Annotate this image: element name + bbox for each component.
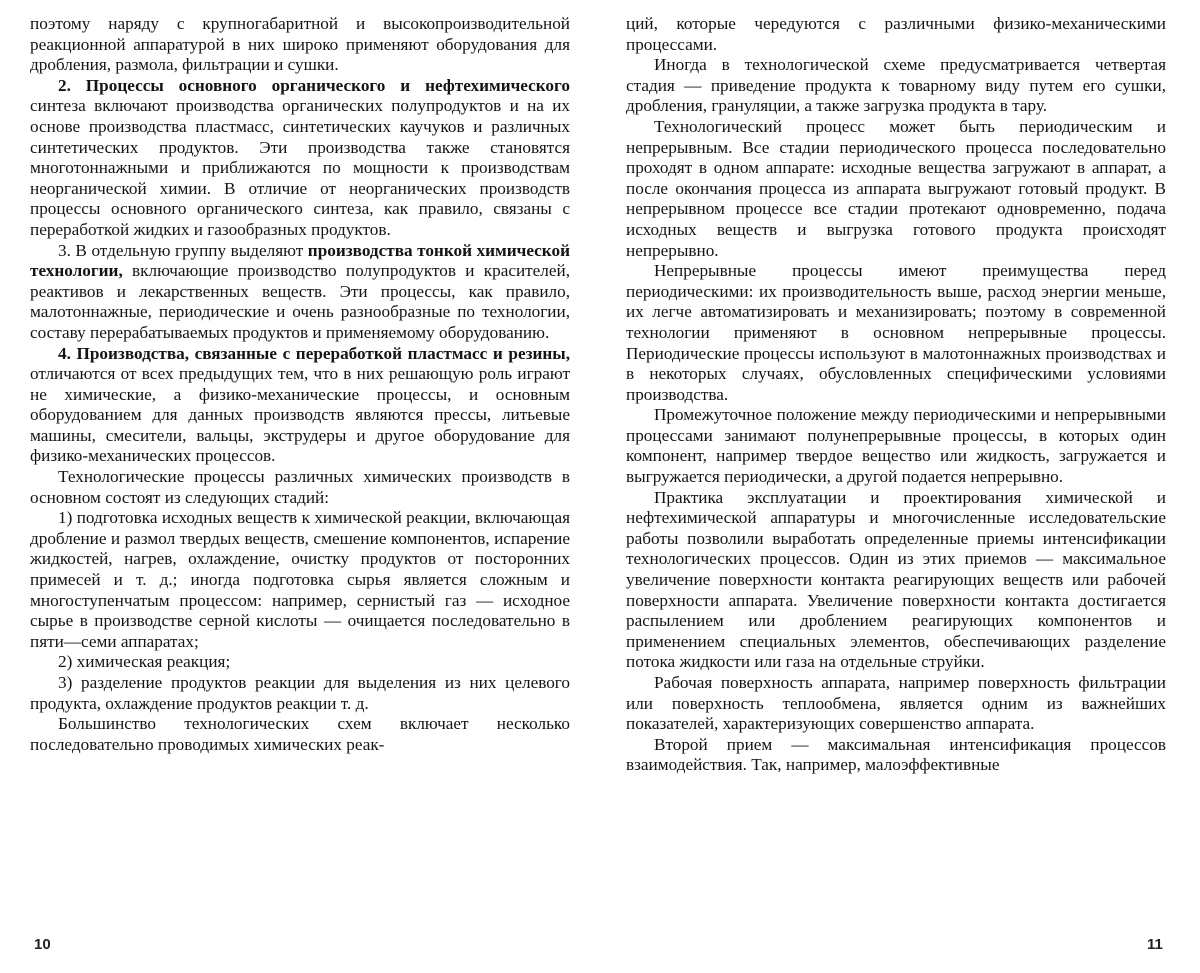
left-paragraph-4 bbox=[30, 344, 570, 468]
text-run: поэтому наряду с крупногабаритной и высокопроизводительной реакционной аппаратурой в них широко применяют оборудования для дробления, размола, фильтрации и сушки. bbox=[30, 14, 570, 75]
text-run: 3. В отдельную группу выделяют bbox=[58, 240, 308, 260]
left-paragraph-2 bbox=[30, 76, 570, 241]
right-paragraph-6 bbox=[626, 488, 1166, 673]
left-paragraph-1 bbox=[30, 14, 570, 76]
text-run: ций, которые чередуются с различными физико-механическими процессами. bbox=[626, 14, 1166, 54]
text-run-bold: 2. Процессы основного органического и нефтехимического bbox=[58, 75, 570, 95]
text-run: Промежуточное положение между периодическими и непрерывными процессами занимают полунепрерывные процессы, в которых один компонент, например твердое вещество или жидкость, загружается и выгружается периодически, а другой подается непрерывно. bbox=[626, 405, 1166, 487]
text-run: Большинство технологических схем включает несколько последовательно проводимых химических реак- bbox=[30, 714, 570, 754]
text-run: Практика эксплуатации и проектирования химической и нефтехимической аппаратуры и многочисленные исследовательские работы позволили выработать определенные приемы интенсификации технологических процессов. Один из этих приемов — максимальное увеличение поверхности контакта реагирующих веществ или рабочей поверхности аппарата. Увеличение поверхности контакта достигается распылением или дроблением реагирующих компонентов и применением специальных элементов, обеспечивающих разделение потока жидкости или газа на отдельные струйки. bbox=[626, 487, 1166, 672]
left-list-item-1 bbox=[30, 508, 570, 652]
text-run: Второй прием — максимальная интенсификация процессов взаимодействия. Так, например, малоэффективные bbox=[626, 734, 1166, 775]
right-paragraph-8 bbox=[626, 735, 1166, 776]
text-run-bold: 4. Производства, связанные с переработкой пластмасс и резины, bbox=[58, 343, 570, 363]
page-number-left: 10 bbox=[34, 936, 51, 953]
text-run: Рабочая поверхность аппарата, например поверхность фильтрации или поверхность теплообмена, является одним из важнейших показателей, характеризующих совершенство аппарата. bbox=[626, 673, 1166, 734]
right-paragraph-2 bbox=[626, 55, 1166, 117]
text-run: Технологические процессы различных химических производств в основном состоят из следующих стадий: bbox=[30, 467, 570, 507]
left-paragraph-5 bbox=[30, 467, 570, 508]
left-paragraph-6 bbox=[30, 714, 570, 755]
text-run-bold: производства тонкой химической технологии, bbox=[30, 240, 570, 281]
text-run: Непрерывные процессы имеют преимущества перед периодическими: их производительность выше, расход энергии меньше, их легче автоматизировать и механизировать; поэтому в современной технологии применяют в основном непрерывные процессы. Периодические процессы используют в малотоннажных производствах и в некоторых случаях, обусловленных специфическими условиями производства. bbox=[626, 261, 1166, 404]
text-run: Технологический процесс может быть периодическим и непрерывным. Все стадии периодического процесса последовательно проходят в одном аппарате: исходные вещества загружают в аппарат, а после окончания процесса из аппарата выгружают готовый продукт. В непрерывном процессе все стадии протекают одновременно, подача исходных веществ и выгрузка готового продукта происходят непрерывно. bbox=[626, 116, 1166, 260]
text-run: 3) разделение продуктов реакции для выделения из них целевого продукта, охлаждение продуктов реакции т. д. bbox=[30, 673, 570, 713]
text-run: отличаются от всех предыдущих тем, что в них решающую роль играют не химические, а физико-механические процессы, и основным оборудованием для данных производств являются прессы, литьевые машины, смесители, вальцы, экструдеры и другое оборудование для физико-механических процессов. bbox=[30, 364, 570, 466]
left-list-item-3 bbox=[30, 673, 570, 714]
right-paragraph-1 bbox=[626, 14, 1166, 55]
text-run: 1) подготовка исходных веществ к химической реакции, включающая дробление и размол твердых веществ, смешение компонентов, испарение жидкостей, нагрев, охлаждение, очистку продуктов от посторонних примесей и т. д.; иногда подготовка сырья является сложным и многоступенчатым процессом: например, сернистый газ — исходное сырье в производстве серной кислоты — очищается последовательно в пяти—семи аппаратах; bbox=[30, 508, 570, 651]
right-paragraph-5 bbox=[626, 405, 1166, 487]
right-page bbox=[626, 14, 1166, 776]
right-paragraph-7 bbox=[626, 673, 1166, 735]
text-run: Иногда в технологической схеме предусматривается четвертая стадия — приведение продукта к товарному виду путем его сушки, дробления, грануляции, а также загрузка продукта в тару. bbox=[626, 55, 1166, 116]
page-number-right: 11 bbox=[1147, 936, 1163, 953]
text-run: 2) химическая реакция; bbox=[58, 652, 231, 672]
right-paragraph-4 bbox=[626, 261, 1166, 405]
left-list-item-2 bbox=[30, 652, 570, 673]
left-page bbox=[30, 14, 570, 755]
right-paragraph-3 bbox=[626, 117, 1166, 261]
text-run: включающие производство полупродуктов и красителей, реактивов и лекарственных веществ. Эти процессы, как правило, малотоннажные, периодические и очень разнообразные по технологии, составу перерабатываемых продуктов и применяемому оборудованию. bbox=[30, 261, 570, 342]
left-paragraph-3 bbox=[30, 241, 570, 344]
text-run: синтеза включают производства органических полупродуктов и на их основе производства пластмасс, синтетических каучуков и различных синтетических продуктов. Эти производства также становятся многотоннажными и приближаются по мощности к производствам неорганической химии. В отличие от неорганических производств процессы основного органического синтеза, как правило, связаны с переработкой жидких и газообразных продуктов. bbox=[30, 96, 570, 239]
